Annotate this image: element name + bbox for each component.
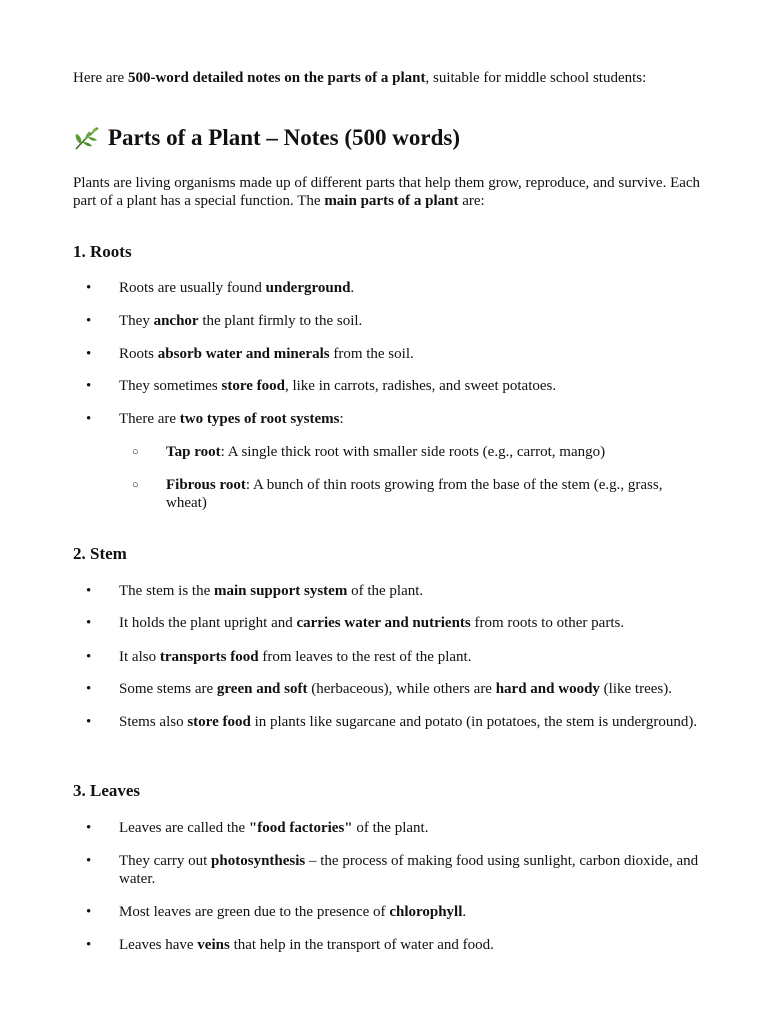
bullet-icon: • xyxy=(86,280,92,296)
section-heading-stem: 2. Stem xyxy=(73,544,127,563)
bullet-icon: • xyxy=(86,681,92,697)
bullet-icon: • xyxy=(86,714,92,730)
intro-paragraph: Here are 500-word detailed notes on the parts of a plant, suitable for middle school students: xyxy=(73,70,647,86)
bullet-icon: • xyxy=(86,615,92,631)
lead-paragraph: Plants are living organisms made up of different parts that help them grow, reproduce, and survive. Each part of a plant has a special function. The main parts of a plant are: xyxy=(73,175,701,209)
section-heading-leaves: 3. Leaves xyxy=(73,781,141,800)
lead-bold: main parts of a plant xyxy=(324,193,459,209)
bullet-icon: • xyxy=(86,853,92,869)
bullet-icon: • xyxy=(86,649,92,665)
title-text: Parts of a Plant – Notes (500 words) xyxy=(108,125,460,150)
bullet-icon: • xyxy=(86,378,92,394)
bullet-icon: • xyxy=(86,583,92,599)
bullet-icon: • xyxy=(86,411,92,427)
herb-leaf-icon xyxy=(73,125,101,151)
bullet-icon: • xyxy=(86,313,92,329)
document-title xyxy=(73,124,460,152)
circle-bullet-icon: ○ xyxy=(132,479,139,491)
bullet-icon: • xyxy=(86,937,92,953)
circle-bullet-icon: ○ xyxy=(132,446,139,458)
intro-bold: 500-word detailed notes on the parts of a plant xyxy=(127,70,426,86)
bullet-icon: • xyxy=(86,346,92,362)
bullet-icon: • xyxy=(86,904,92,920)
bullet-icon: • xyxy=(86,820,92,836)
section-heading-roots: 1. Roots xyxy=(73,242,132,261)
